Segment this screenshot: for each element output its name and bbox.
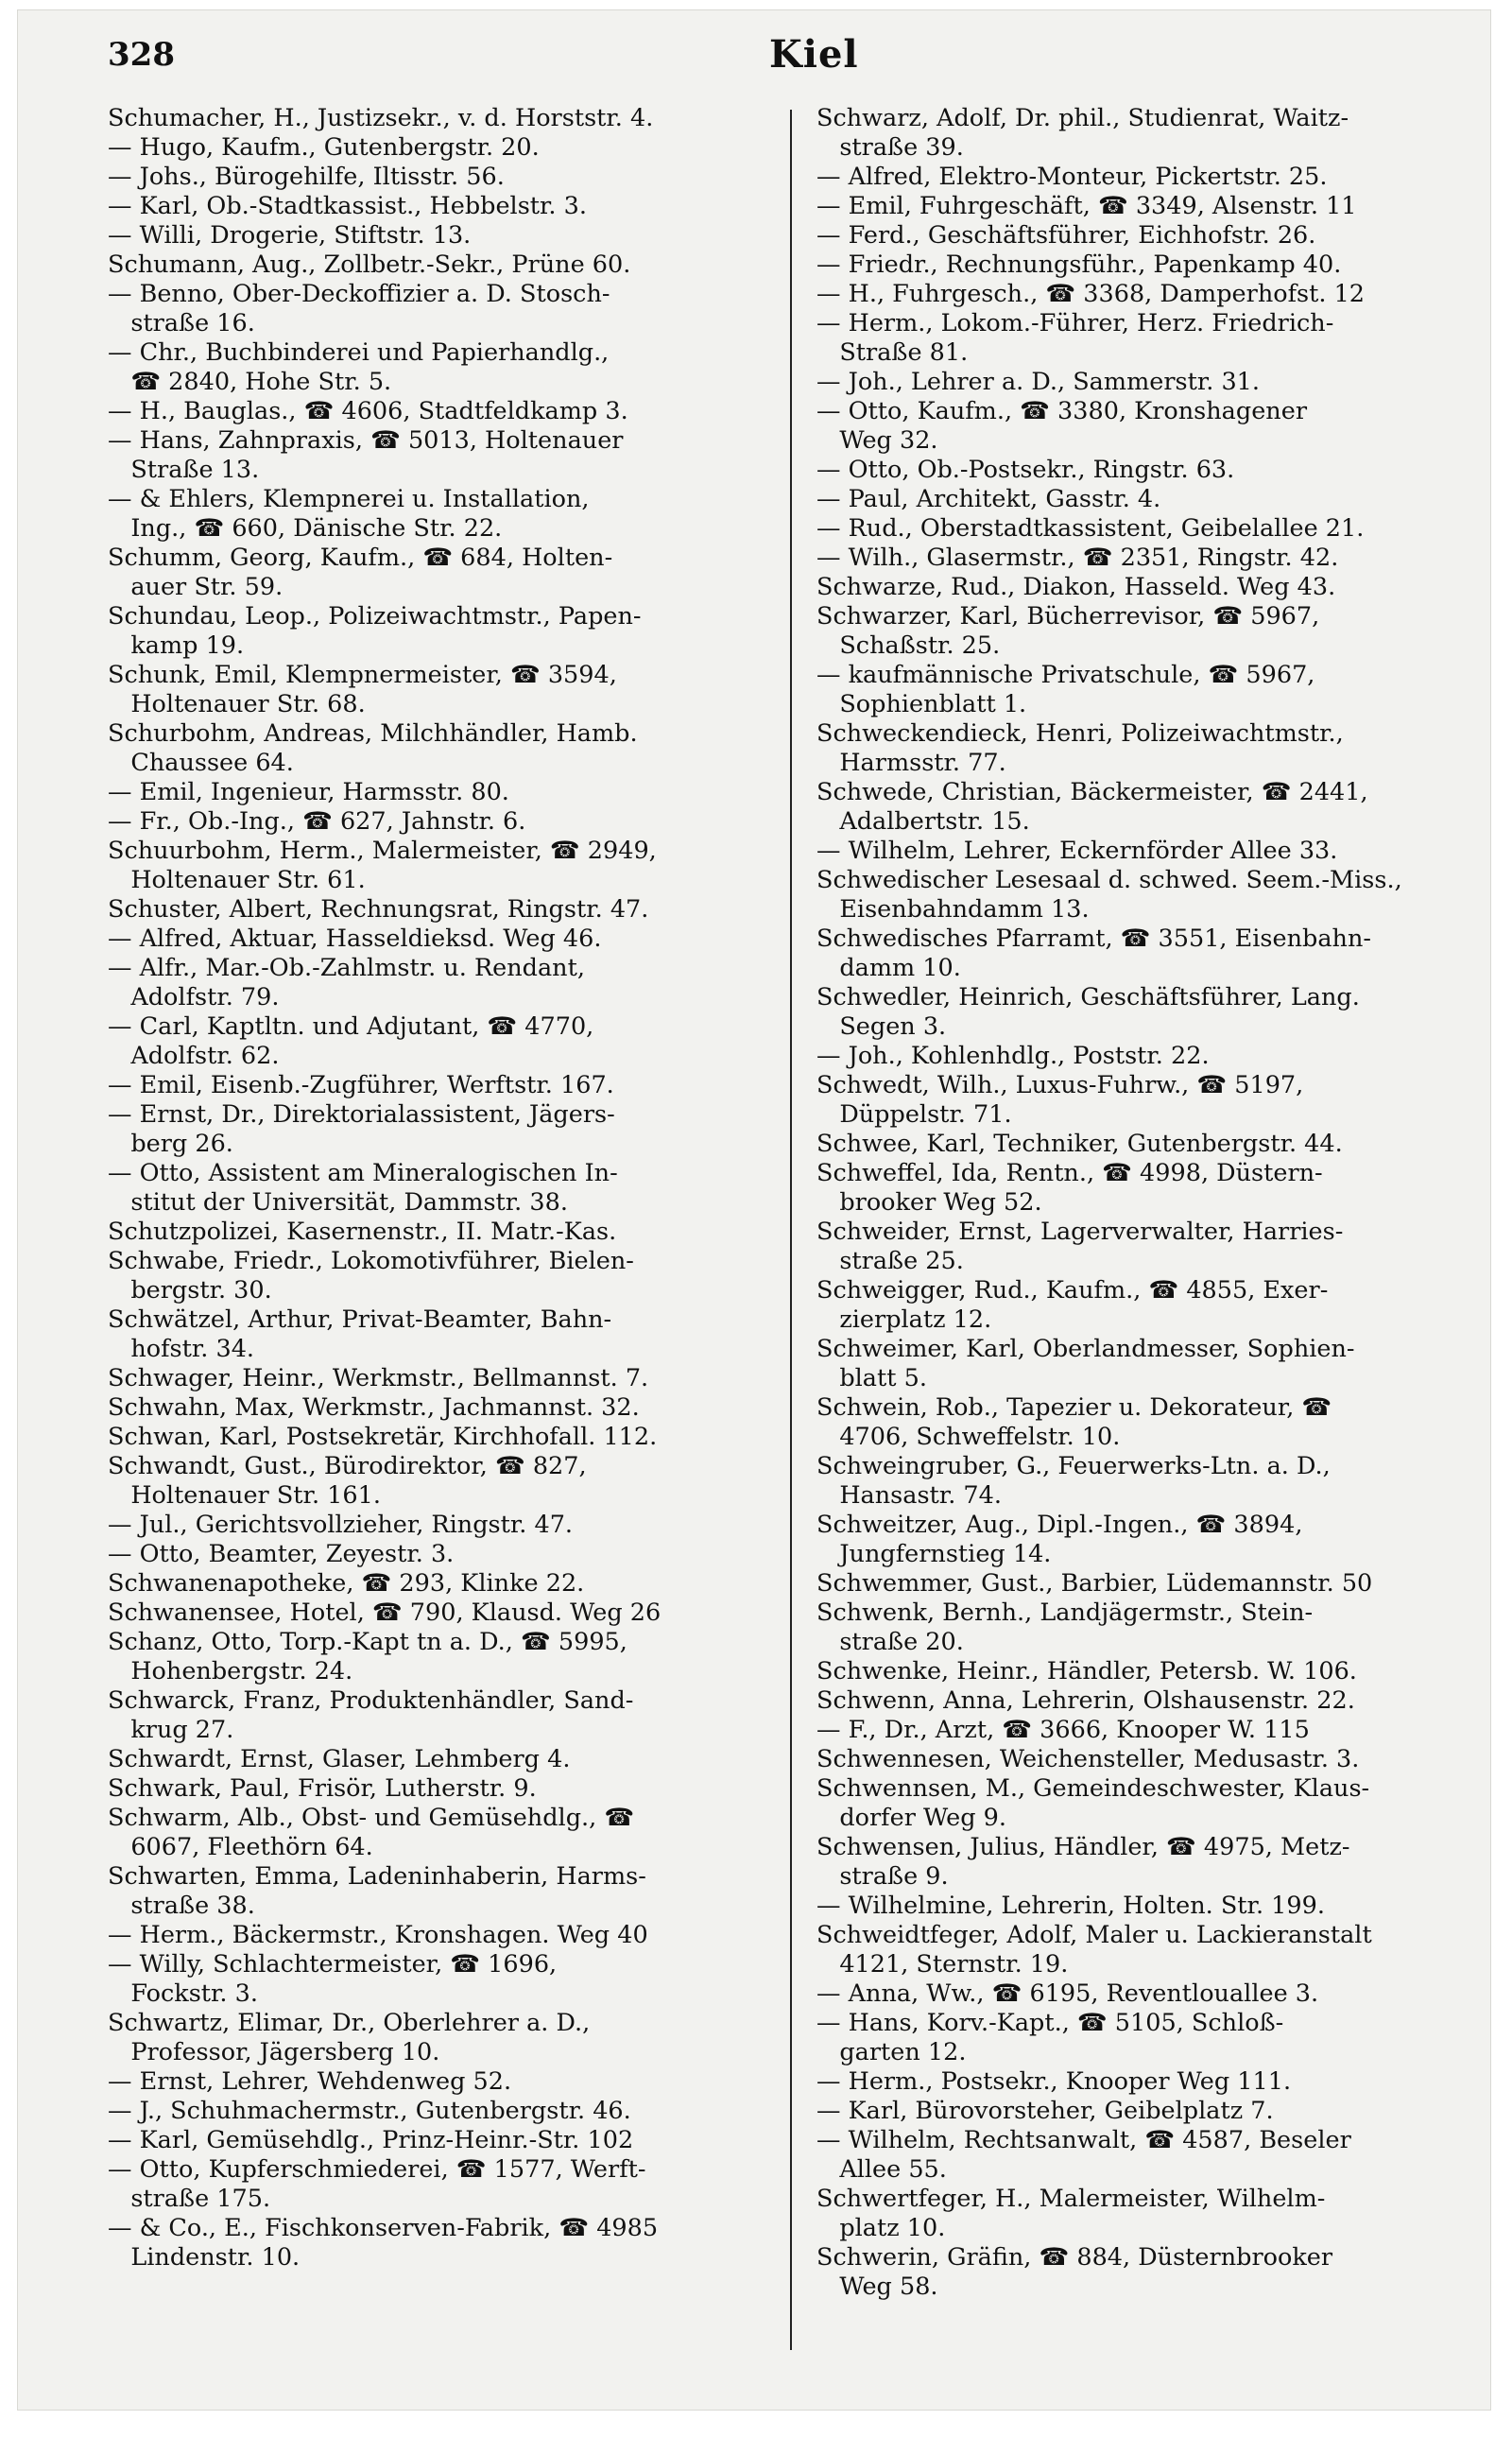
directory-entry-line: Schwertfeger, H., Malermeister, Wilhelm- bbox=[816, 2185, 1326, 2213]
directory-entry-line: — Chr., Buchbinderei und Papierhandlg., bbox=[108, 338, 610, 367]
directory-entry-line: — Johs., Bürogehilfe, Iltisstr. 56. bbox=[108, 163, 505, 191]
directory-entry-line: Allee 55. bbox=[816, 2155, 947, 2184]
directory-entry-line: Schwee, Karl, Techniker, Gutenbergstr. 44. bbox=[816, 1130, 1343, 1158]
directory-entry-line: Schweitzer, Aug., Dipl.-Ingen., ☎ 3894, bbox=[816, 1511, 1303, 1539]
directory-entry-line: Schutzpolizei, Kasernenstr., II. Matr.-Kas. bbox=[108, 1218, 617, 1246]
directory-entry-line: Hohenbergstr. 24. bbox=[108, 1657, 353, 1685]
directory-entry-line: — & Ehlers, Klempnerei u. Installation, bbox=[108, 485, 590, 513]
directory-entry-line: hofstr. 34. bbox=[108, 1335, 255, 1363]
directory-entry-line: ☎ 2840, Hohe Str. 5. bbox=[108, 368, 392, 396]
directory-entry-line: Schwarm, Alb., Obst- und Gemüsehdlg., ☎ bbox=[108, 1804, 635, 1832]
directory-entry-line: garten 12. bbox=[816, 2038, 967, 2066]
directory-entry-line: Jungfernstieg 14. bbox=[816, 1540, 1052, 1568]
running-head-title: Kiel bbox=[769, 32, 859, 77]
directory-entry-line: — Otto, Beamter, Zeyestr. 3. bbox=[108, 1540, 455, 1568]
directory-entry-line: Fockstr. 3. bbox=[108, 1979, 258, 2008]
directory-entry-line: Sophienblatt 1. bbox=[816, 690, 1027, 718]
directory-entry-line: 4706, Schweffelstr. 10. bbox=[816, 1423, 1121, 1451]
directory-entry-line: Schwennsen, M., Gemeindeschwester, Klaus- bbox=[816, 1774, 1370, 1803]
directory-entry-line: — Wilhelm, Lehrer, Eckernförder Allee 33. bbox=[816, 837, 1338, 865]
directory-entry-line: Schwedischer Lesesaal d. schwed. Seem.-Miss., bbox=[816, 866, 1402, 894]
directory-entry-line: Hansastr. 74. bbox=[816, 1481, 1002, 1510]
directory-entry-line: Schwennesen, Weichensteller, Medusastr. 3. bbox=[816, 1745, 1360, 1773]
directory-entry-line: Chaussee 64. bbox=[108, 749, 294, 777]
directory-entry-line: 6067, Fleethörn 64. bbox=[108, 1833, 373, 1861]
directory-entry-line: Adalbertstr. 15. bbox=[816, 807, 1030, 836]
directory-entry-line: straße 175. bbox=[108, 2185, 271, 2213]
directory-entry-line: Straße 13. bbox=[108, 456, 260, 484]
directory-entry-line: bergstr. 30. bbox=[108, 1276, 272, 1305]
directory-entry-line: straße 25. bbox=[816, 1247, 964, 1275]
directory-entry-line: Schwerin, Gräfin, ☎ 884, Düsternbrooker bbox=[816, 2243, 1333, 2272]
directory-entry-line: Holtenauer Str. 61. bbox=[108, 866, 366, 894]
directory-entry-line: Holtenauer Str. 68. bbox=[108, 690, 366, 718]
directory-entry-line: — Karl, Ob.-Stadtkassist., Hebbelstr. 3. bbox=[108, 192, 587, 220]
directory-entry-line: 4121, Sternstr. 19. bbox=[816, 1950, 1069, 1979]
directory-entry-line: platz 10. bbox=[816, 2214, 946, 2242]
directory-entry-line: Düppelstr. 71. bbox=[816, 1100, 1012, 1129]
directory-entry-line: — & Co., E., Fischkonserven-Fabrik, ☎ 4985 bbox=[108, 2214, 659, 2242]
directory-entry-line: straße 9. bbox=[816, 1862, 949, 1891]
directory-entry-line: — Hugo, Kaufm., Gutenbergstr. 20. bbox=[108, 133, 540, 162]
directory-entry-line: — Emil, Eisenb.-Zugführer, Werftstr. 167. bbox=[108, 1071, 614, 1099]
directory-entry-line: Lindenstr. 10. bbox=[108, 2243, 301, 2272]
directory-entry-line: kamp 19. bbox=[108, 631, 245, 660]
directory-entry-line: — H., Bauglas., ☎ 4606, Stadtfeldkamp 3. bbox=[108, 397, 628, 425]
directory-entry-line: — Hans, Korv.-Kapt., ☎ 5105, Schloß- bbox=[816, 2009, 1284, 2037]
directory-entry-line: zierplatz 12. bbox=[816, 1305, 992, 1334]
directory-entry-line: Schweimer, Karl, Oberlandmesser, Sophien- bbox=[816, 1335, 1355, 1363]
directory-entry-line: Schwan, Karl, Postsekretär, Kirchhofall. 112. bbox=[108, 1423, 658, 1451]
directory-entry-line: Schweidtfeger, Adolf, Maler u. Lackieranstalt bbox=[816, 1921, 1372, 1949]
directory-entry-line: — Herm., Bäckermstr., Kronshagen. Weg 40 bbox=[108, 1921, 648, 1949]
directory-entry-line: Schuster, Albert, Rechnungsrat, Ringstr. 47. bbox=[108, 895, 649, 924]
directory-entry-line: Schwarck, Franz, Produktenhändler, Sand- bbox=[108, 1686, 634, 1715]
directory-entry-line: — J., Schuhmachermstr., Gutenbergstr. 46. bbox=[108, 2097, 631, 2125]
directory-entry-line: Schumann, Aug., Zollbetr.-Sekr., Prüne 60. bbox=[108, 251, 631, 279]
directory-entry-line: Schwede, Christian, Bäckermeister, ☎ 2441, bbox=[816, 778, 1368, 806]
directory-entry-line: Schwager, Heinr., Werkmstr., Bellmannst. 7. bbox=[108, 1364, 649, 1392]
directory-entry-line: Schwedler, Heinrich, Geschäftsführer, Lang. bbox=[816, 983, 1360, 1011]
directory-entry-line: — Jul., Gerichtsvollzieher, Ringstr. 47. bbox=[108, 1511, 574, 1539]
directory-entry-line: — F., Dr., Arzt, ☎ 3666, Knooper W. 115 bbox=[816, 1716, 1310, 1744]
directory-entry-line: Schwarzer, Karl, Bücherrevisor, ☎ 5967, bbox=[816, 602, 1320, 631]
directory-entry-line: — Ernst, Lehrer, Wehdenweg 52. bbox=[108, 2067, 512, 2096]
directory-entry-line: Schweigger, Rud., Kaufm., ☎ 4855, Exer- bbox=[816, 1276, 1329, 1305]
directory-entry-line: blatt 5. bbox=[816, 1364, 927, 1392]
right-column bbox=[816, 104, 1478, 2302]
directory-entry-line: Weg 58. bbox=[816, 2273, 938, 2301]
directory-entry-line: — Benno, Ober-Deckoffizier a. D. Stosch- bbox=[108, 280, 610, 308]
directory-entry-line: Schwartz, Elimar, Dr., Oberlehrer a. D., bbox=[108, 2009, 591, 2037]
directory-entry-line: — Anna, Ww., ☎ 6195, Reventlouallee 3. bbox=[816, 1979, 1319, 2008]
directory-entry-line: Professor, Jägersberg 10. bbox=[108, 2038, 440, 2066]
directory-entry-line: Schweckendieck, Henri, Polizeiwachtmstr., bbox=[816, 719, 1344, 748]
page-number: 328 bbox=[108, 36, 175, 74]
directory-entry-line: Schwätzel, Arthur, Privat-Beamter, Bahn- bbox=[108, 1305, 612, 1334]
directory-entry-line: — Ernst, Dr., Direktorialassistent, Jägers- bbox=[108, 1100, 615, 1129]
directory-entry-line: — Joh., Kohlenhdlg., Poststr. 22. bbox=[816, 1042, 1210, 1070]
directory-entry-line: — Hans, Zahnpraxis, ☎ 5013, Holtenauer bbox=[108, 426, 624, 455]
directory-entry-line: Adolfstr. 79. bbox=[108, 983, 280, 1011]
directory-entry-line: — kaufmännische Privatschule, ☎ 5967, bbox=[816, 661, 1315, 689]
directory-entry-line: Schwenke, Heinr., Händler, Petersb. W. 106. bbox=[816, 1657, 1357, 1685]
directory-entry-line: Schwark, Paul, Frisör, Lutherstr. 9. bbox=[108, 1774, 537, 1803]
directory-entry-line: — Alfred, Aktuar, Hasseldieksd. Weg 46. bbox=[108, 925, 602, 953]
directory-entry-line: Schweider, Ernst, Lagerverwalter, Harries- bbox=[816, 1218, 1344, 1246]
left-column bbox=[108, 104, 769, 2273]
directory-entry-line: Schaßstr. 25. bbox=[816, 631, 1001, 660]
directory-entry-line: — Herm., Lokom.-Führer, Herz. Friedrich- bbox=[816, 309, 1334, 337]
directory-entry-line: Schwahn, Max, Werkmstr., Jachmannst. 32. bbox=[108, 1393, 640, 1422]
directory-entry-line: Schweingruber, G., Feuerwerks-Ltn. a. D., bbox=[816, 1452, 1331, 1480]
directory-entry-line: straße 20. bbox=[816, 1628, 964, 1656]
directory-entry-line: Eisenbahndamm 13. bbox=[816, 895, 1090, 924]
directory-entry-line: Straße 81. bbox=[816, 338, 969, 367]
directory-entry-line: Schwemmer, Gust., Barbier, Lüdemannstr. 50 bbox=[816, 1569, 1373, 1598]
directory-entry-line: — Wilh., Glasermstr., ☎ 2351, Ringstr. 42. bbox=[816, 544, 1339, 572]
directory-entry-line: Schumacher, H., Justizsekr., v. d. Horststr. 4. bbox=[108, 104, 654, 132]
directory-entry-line: Schwedt, Wilh., Luxus-Fuhrw., ☎ 5197, bbox=[816, 1071, 1304, 1099]
directory-entry-line: Schweffel, Ida, Rentn., ☎ 4998, Düstern- bbox=[816, 1159, 1323, 1187]
directory-entry-line: krug 27. bbox=[108, 1716, 234, 1744]
directory-entry-line: Schunk, Emil, Klempnermeister, ☎ 3594, bbox=[108, 661, 617, 689]
directory-entry-line: — Wilhelmine, Lehrerin, Holten. Str. 199. bbox=[816, 1892, 1325, 1920]
directory-entry-line: — Friedr., Rechnungsführ., Papenkamp 40. bbox=[816, 251, 1342, 279]
directory-entry-line: — Carl, Kaptltn. und Adjutant, ☎ 4770, bbox=[108, 1012, 594, 1041]
directory-entry-line: Schwandt, Gust., Bürodirektor, ☎ 827, bbox=[108, 1452, 587, 1480]
directory-entry-line: — Willy, Schlachtermeister, ☎ 1696, bbox=[108, 1950, 558, 1979]
directory-entry-line: — Herm., Postsekr., Knooper Weg 111. bbox=[816, 2067, 1292, 2096]
directory-entry-line: Harmsstr. 77. bbox=[816, 749, 1006, 777]
directory-entry-line: — Ferd., Geschäftsführer, Eichhofstr. 26. bbox=[816, 221, 1316, 250]
directory-entry-line: Ing., ☎ 660, Dänische Str. 22. bbox=[108, 514, 503, 543]
directory-entry-line: Schwarz, Adolf, Dr. phil., Studienrat, Waitz- bbox=[816, 104, 1349, 132]
directory-entry-line: Segen 3. bbox=[816, 1012, 947, 1041]
directory-entry-line: Schwabe, Friedr., Lokomotivführer, Bielen- bbox=[108, 1247, 634, 1275]
directory-entry-line: — Emil, Ingenieur, Harmsstr. 80. bbox=[108, 778, 509, 806]
directory-entry-line: damm 10. bbox=[816, 954, 961, 982]
directory-entry-line: Holtenauer Str. 161. bbox=[108, 1481, 381, 1510]
directory-entry-line: — Wilhelm, Rechtsanwalt, ☎ 4587, Beseler bbox=[816, 2126, 1351, 2154]
directory-entry-line: stitut der Universität, Dammstr. 38. bbox=[108, 1188, 568, 1217]
directory-entry-line: — Joh., Lehrer a. D., Sammerstr. 31. bbox=[816, 368, 1261, 396]
directory-entry-line: — Karl, Gemüsehdlg., Prinz-Heinr.-Str. 102 bbox=[108, 2126, 634, 2154]
directory-page bbox=[17, 9, 1491, 2411]
directory-entry-line: brooker Weg 52. bbox=[816, 1188, 1042, 1217]
directory-entry-line: — H., Fuhrgesch., ☎ 3368, Damperhofst. 12 bbox=[816, 280, 1366, 308]
directory-entry-line: — Otto, Kupferschmiederei, ☎ 1577, Werft- bbox=[108, 2155, 646, 2184]
directory-entry-line: — Otto, Kaufm., ☎ 3380, Kronshagener bbox=[816, 397, 1308, 425]
directory-entry-line: Adolfstr. 62. bbox=[108, 1042, 280, 1070]
column-divider bbox=[790, 110, 792, 2350]
directory-entry-line: auer Str. 59. bbox=[108, 573, 284, 601]
directory-entry-line: Schwenk, Bernh., Landjägermstr., Stein- bbox=[816, 1599, 1314, 1627]
directory-entry-line: Schwanenapotheke, ☎ 293, Klinke 22. bbox=[108, 1569, 585, 1598]
directory-entry-line: Schwardt, Ernst, Glaser, Lehmberg 4. bbox=[108, 1745, 571, 1773]
directory-entry-line: — Rud., Oberstadtkassistent, Geibelallee 21. bbox=[816, 514, 1365, 543]
directory-entry-line: Schwein, Rob., Tapezier u. Dekorateur, ☎ bbox=[816, 1393, 1332, 1422]
directory-entry-line: Weg 32. bbox=[816, 426, 938, 455]
directory-entry-line: Schwarze, Rud., Diakon, Hasseld. Weg 43. bbox=[816, 573, 1336, 601]
directory-entry-line: — Otto, Ob.-Postsekr., Ringstr. 63. bbox=[816, 456, 1235, 484]
directory-entry-line: — Otto, Assistent am Mineralogischen In- bbox=[108, 1159, 618, 1187]
directory-entry-line: straße 39. bbox=[816, 133, 964, 162]
directory-entry-line: — Alfred, Elektro-Monteur, Pickertstr. 25. bbox=[816, 163, 1328, 191]
directory-entry-line: — Willi, Drogerie, Stiftstr. 13. bbox=[108, 221, 472, 250]
directory-entry-line: Schurbohm, Andreas, Milchhändler, Hamb. bbox=[108, 719, 638, 748]
directory-entry-line: straße 16. bbox=[108, 309, 255, 337]
directory-entry-line: — Paul, Architekt, Gasstr. 4. bbox=[816, 485, 1161, 513]
directory-entry-line: straße 38. bbox=[108, 1892, 255, 1920]
page-header bbox=[108, 32, 1463, 81]
directory-entry-line: Schwensen, Julius, Händler, ☎ 4975, Metz- bbox=[816, 1833, 1350, 1861]
directory-entry-line: — Fr., Ob.-Ing., ☎ 627, Jahnstr. 6. bbox=[108, 807, 526, 836]
directory-entry-line: Schumm, Georg, Kaufm., ☎ 684, Holten- bbox=[108, 544, 613, 572]
directory-entry-line: Schwedisches Pfarramt, ☎ 3551, Eisenbahn- bbox=[816, 925, 1371, 953]
directory-entry-line: Schanz, Otto, Torp.-Kapt tn a. D., ☎ 5995, bbox=[108, 1628, 627, 1656]
directory-entry-line: Schuurbohm, Herm., Malermeister, ☎ 2949, bbox=[108, 837, 657, 865]
directory-entry-line: Schwenn, Anna, Lehrerin, Olshausenstr. 22. bbox=[816, 1686, 1355, 1715]
directory-entry-line: dorfer Weg 9. bbox=[816, 1804, 1006, 1832]
directory-columns bbox=[108, 104, 1478, 2354]
directory-entry-line: Schwarten, Emma, Ladeninhaberin, Harms- bbox=[108, 1862, 646, 1891]
directory-entry-line: Schundau, Leop., Polizeiwachtmstr., Papen- bbox=[108, 602, 642, 631]
directory-entry-line: — Karl, Bürovorsteher, Geibelplatz 7. bbox=[816, 2097, 1274, 2125]
directory-entry-line: berg 26. bbox=[108, 1130, 233, 1158]
directory-entry-line: — Alfr., Mar.-Ob.-Zahlmstr. u. Rendant, bbox=[108, 954, 585, 982]
directory-entry-line: Schwanensee, Hotel, ☎ 790, Klausd. Weg 26 bbox=[108, 1599, 662, 1627]
directory-entry-line: — Emil, Fuhrgeschäft, ☎ 3349, Alsenstr. 11 bbox=[816, 192, 1357, 220]
